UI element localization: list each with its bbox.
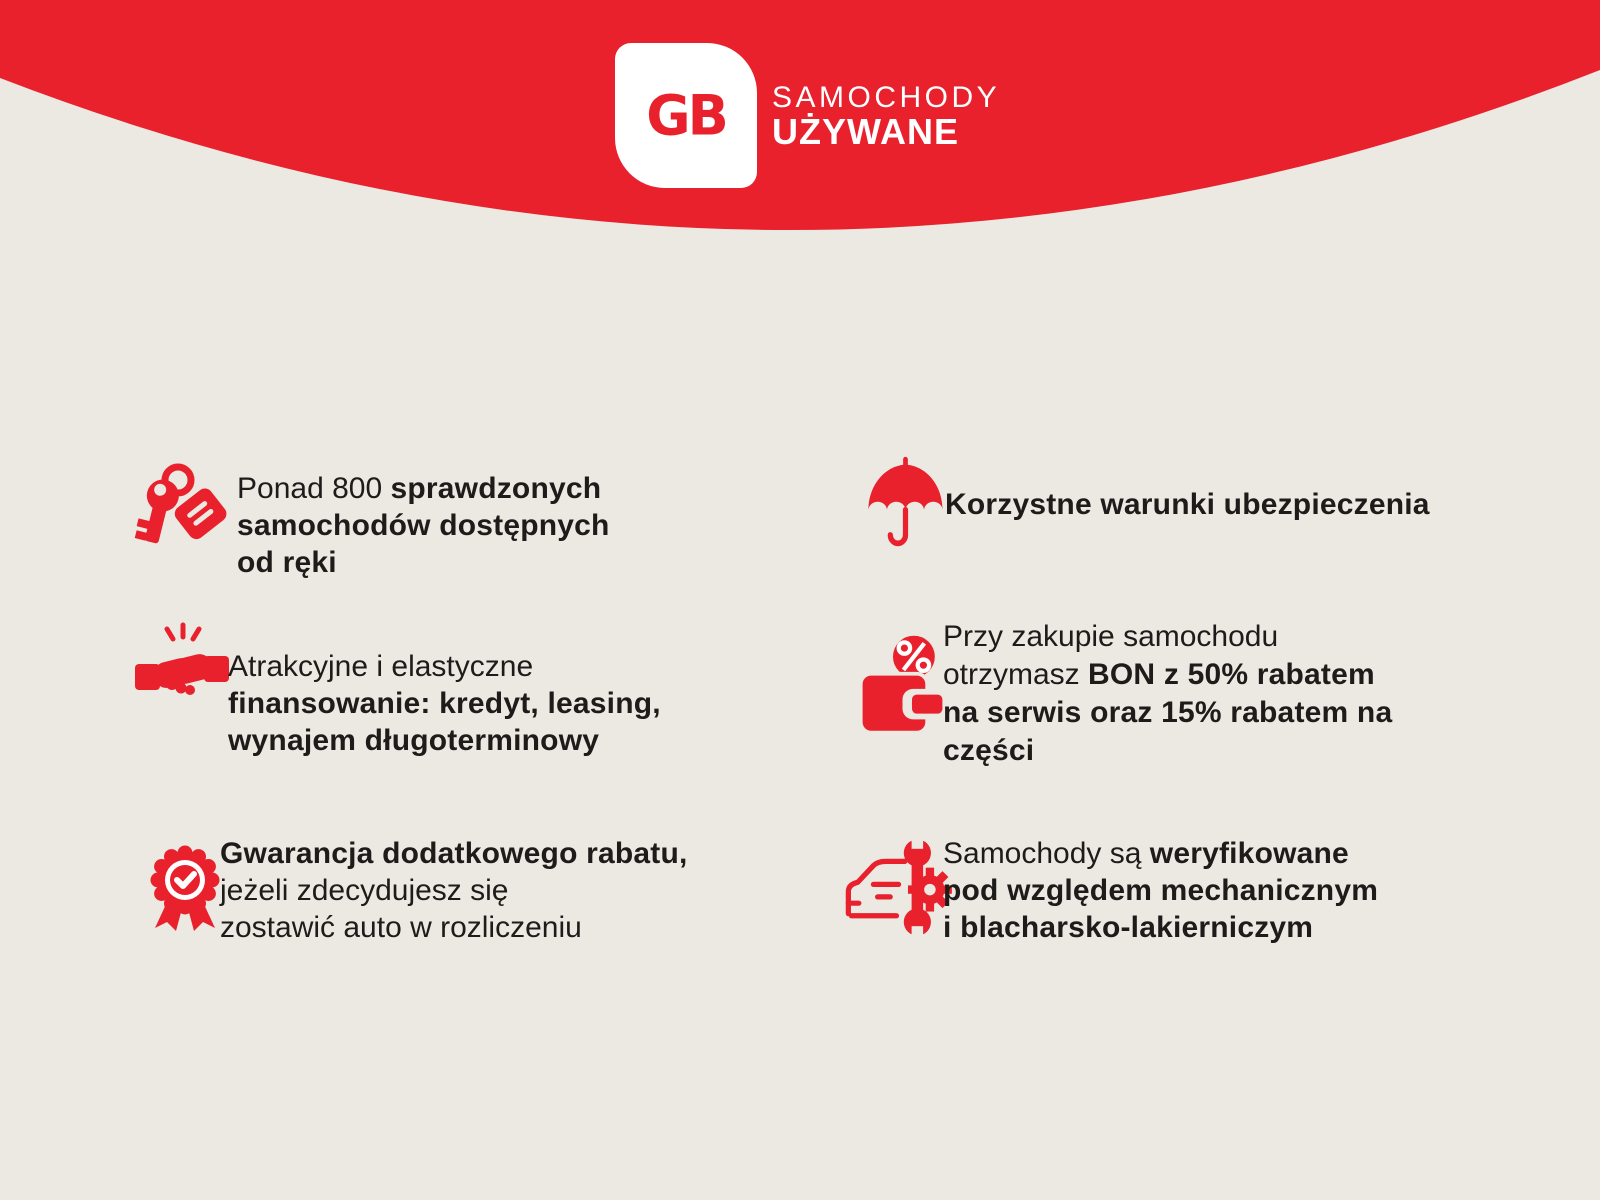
text-segment: samochodów dostępnych — [237, 509, 610, 542]
key-tag-icon — [132, 455, 232, 555]
text-segment: jeżeli zdecydujesz się — [220, 874, 509, 907]
brand-name — [772, 81, 1000, 150]
gb-logo-tile — [615, 43, 757, 188]
feature-financing-text — [228, 648, 661, 759]
feature-discount-guarantee-text — [220, 835, 688, 946]
text-segment: pod względem mechanicznym — [943, 874, 1379, 907]
feature-insurance-text — [945, 486, 1430, 523]
text-segment: na serwis oraz 15% rabatem na — [943, 696, 1393, 729]
text-segment: Ponad 800 — [237, 472, 391, 505]
brand-line-1: SAMOCHODY — [772, 81, 1001, 114]
text-segment: Samochody są — [943, 837, 1150, 870]
text-segment: części — [943, 734, 1035, 767]
wallet-percent-icon — [855, 628, 950, 747]
text-segment: Gwarancja dodatkowego rabatu, — [220, 837, 688, 870]
text-segment: finansowanie: kredyt, leasing, — [228, 687, 661, 720]
feature-verification-text — [943, 835, 1378, 946]
text-segment: i blacharsko-lakierniczym — [943, 911, 1314, 944]
text-segment: Atrakcyjne i elastyczne — [228, 650, 534, 683]
umbrella-icon — [858, 452, 953, 557]
feature-service-bonus-text — [943, 618, 1392, 770]
feature-availability-text — [237, 470, 610, 581]
brand-line-2: UŻYWANE — [772, 111, 959, 152]
text-segment: zostawić auto w rozliczeniu — [220, 911, 582, 944]
gb-logo-text: GB — [646, 83, 726, 148]
text-segment: sprawdzonych — [390, 472, 602, 505]
text-segment: Przy zakupie samochodu — [943, 620, 1279, 653]
text-segment: od ręki — [237, 546, 337, 579]
text-segment: weryfikowane — [1149, 837, 1349, 870]
text-segment: BON z 50% rabatem — [1088, 658, 1375, 691]
text-segment: wynajem długoterminowy — [228, 724, 600, 757]
car-service-icon — [840, 835, 955, 940]
handshake-icon — [132, 620, 232, 720]
text-segment: Korzystne warunki ubezpieczenia — [945, 488, 1430, 521]
text-segment: otrzymasz — [943, 658, 1089, 691]
